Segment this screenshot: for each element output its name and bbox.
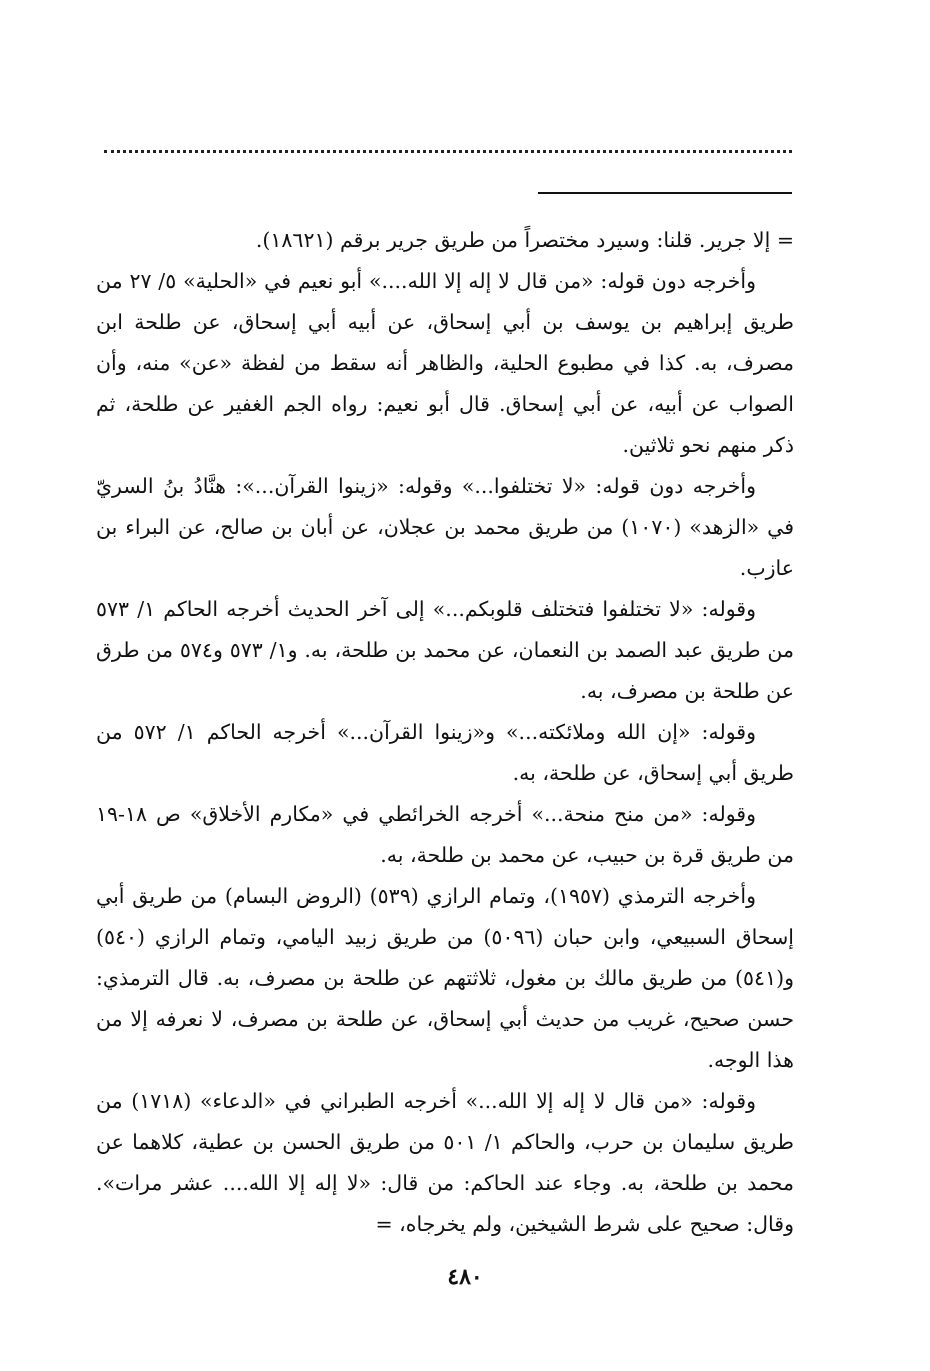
page-number: ٤٨٠ <box>447 1264 483 1290</box>
main-text-dotted-separator <box>104 150 792 153</box>
footnote-paragraph-continued: = إلا جرير. قلنا: وسيرد مختصراً من طريق جرير برقم (١٨٦٢١). <box>255 228 794 252</box>
footnote-paragraph: وقوله: «من منح منحة...» أخرجه الخرائطي في «مكارم الأخلاق» ص ١٨-١٩ من طريق قرة بن حبيب، عن محمد بن طلحة، به. <box>96 802 794 867</box>
footnote-paragraph: وقوله: «لا تختلفوا فتختلف قلوبكم...» إلى آخر الحديث أخرجه الحاكم ١/ ٥٧٣ من طريق عبد الصمد بن النعمان، عن محمد بن طلحة، به. و١/ ٥٧٣ و٥٧٤ من طرق عن طلحة بن مصرف، به. <box>96 597 794 703</box>
footnote-paragraph: وقوله: «إن الله وملائكته...» و«زينوا القرآن...» أخرجه الحاكم ١/ ٥٧٢ من طريق أبي إسحاق، عن طلحة، به. <box>96 720 794 785</box>
footnote-paragraph: وأخرجه دون قوله: «لا تختلفوا...» وقوله: «زينوا القرآن...»: هنَّادُ بنُ السريّ في «الزهد» (١٠٧٠) من طريق محمد بن عجلان، عن أبان بن صالح، عن البراء بن عازب. <box>96 474 795 580</box>
footnote-separator-line <box>538 192 792 194</box>
footnote-paragraph: وأخرجه الترمذي (١٩٥٧)، وتمام الرازي (٥٣٩) (الروض البسام) من طريق أبي إسحاق السبيعي، وابن حبان (٥٠٩٦) من طريق زبيد اليامي، وتمام الرازي (٥٤٠) و(٥٤١) من طريق مالك بن مغول، ثلاثتهم عن طلحة بن مصرف، به. قال الترمذي: حسن صحيح، غريب من حديث أبي إسحاق، عن طلحة بن مصرف، لا نعرفه إلا من هذا الوجه. <box>96 884 794 1072</box>
footnote-text <box>96 220 794 1245</box>
footnote-paragraph: وأخرجه دون قوله: «من قال لا إله إلا الله....» أبو نعيم في «الحلية» ٥/ ٢٧ من طريق إبراهيم بن يوسف بن أبي إسحاق، عن أبيه أبي إسحاق، عن طلحة ابن مصرف، به. كذا في مطبوع الحلية، والظاهر أنه سقط من لفظة «عن» منه، وأن الصواب عن أبيه، عن أبي إسحاق. قال أبو نعيم: رواه الجم الغفير عن طلحة، ثم ذكر منهم نحو ثلاثين. <box>96 269 794 457</box>
footnote-paragraph: وقوله: «من قال لا إله إلا الله...» أخرجه الطبراني في «الدعاء» (١٧١٨) من طريق سليمان بن حرب، والحاكم ١/ ٥٠١ من طريق الحسن بن عطية، كلاهما عن محمد بن طلحة، به. وجاء عند الحاكم: من قال: «لا إله إلا الله.... عشر مرات». وقال: صحيح على شرط الشيخين، ولم يخرجاه، = <box>96 1089 794 1236</box>
